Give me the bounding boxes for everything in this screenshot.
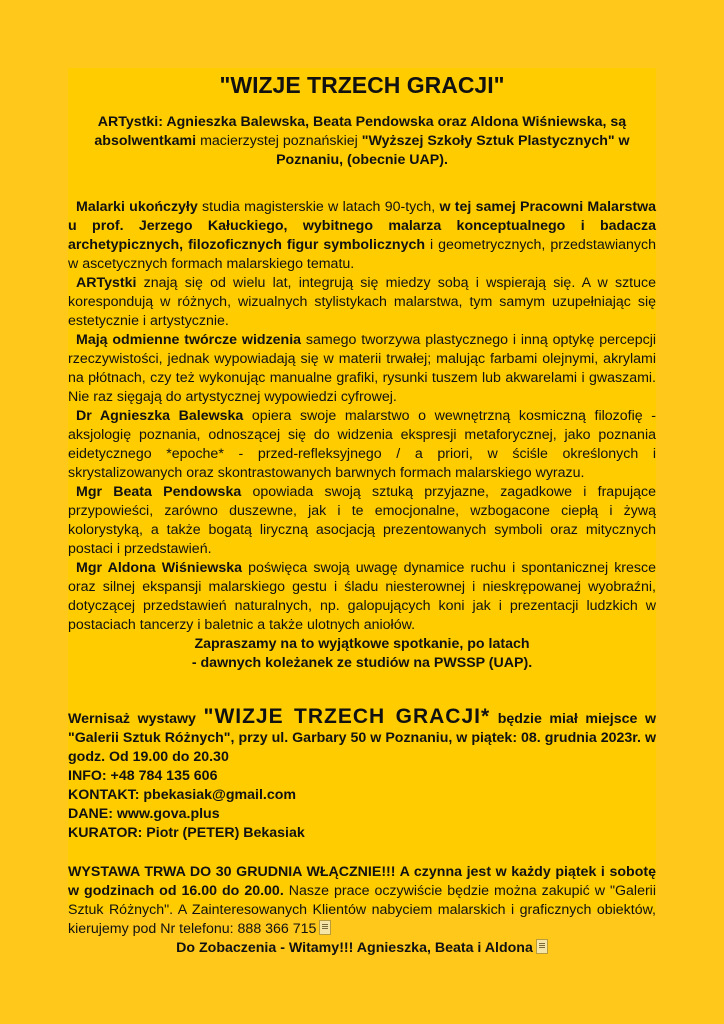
paragraph-text: poświęca swoją uwagę dynamice ruchu i spontanicznej kresce oraz silnej ekspansji malarskiego gestu i śladu niesterownej i nieskrępowanej wyobraźni, dotyczącej przedstawień naturalnych, np. galopujących koni jak i prezentacji ludzkich w postaciach tancerzy i baletnic a także ulotnych aniołów. [68,560,656,633]
paragraph-bold: w tej samej Pracowni Malarstwa u prof. Jerzego Kałuckiego, wybitnego malarza konceptualnego i badacza archetypicznych, filozoficznych figur symbolicznych [68,199,657,253]
paragraph-lead: Malarki ukończyły [76,199,198,215]
paragraph-education [68,198,656,274]
exhibition-dates: WYSTAWA TRWA DO 30 GRUDNIA WŁĄCZNIE!!! A czynna jest w każdy piątek i sobotę w godzinach od 16.00 do 20.00. [68,864,656,899]
paragraph-lead: Mgr Aldona Wiśniewska [76,560,243,576]
curator: KURATOR: Piotr (PETER) Bekasiak [68,825,305,841]
paragraph-balewska [68,407,656,483]
paragraph-wisniewska [68,559,656,635]
closing-text: Do Zobaczenia - Witamy!!! Agnieszka, Beata i Aldona [176,940,533,956]
poster-title: "WIZJE TRZECH GRACJI" [219,72,505,98]
paragraph-lead: Mgr Beata Pendowska [76,484,242,500]
paragraph-text: samego tworzywa plastycznego i inną optykę percepcji rzeczywistości, jednak wypowiadają się w materii trwałej; malując farbami olejnymi, akrylami na płótnach, czy też wykonując manualne grafiki, rysunki tuszem lub akwarelami i gwaszami. Nie raz sięgają do artystycznej wypowiedzi cyfrowej. [68,332,656,405]
paragraph-text: opiera swoje malarstwo o wewnętrzną kosmiczną filozofię - aksjologię poznania, odnoszącej się do widzenia ekspresji metaforycznej, jako poznania eidetycznego *epoche* - przed-refleksyjnego / a priori, w ściśle określonych i skrystalizowanych oraz skontrastowanych barwnych formach malarskiego wyrazu. [68,408,656,481]
intro-text: macierzystej poznańskiej [196,133,362,149]
paragraph-text: i geometrycznych, przedstawianych w ascetycznych formach malarskiego tematu. [68,237,656,272]
paragraph-lead: ARTystki [76,275,137,291]
intro-paragraph [68,113,656,170]
contact-email[interactable]: KONTAKT: pbekasiak@gmail.com [68,787,297,803]
website-link[interactable]: DANE: www.gova.plus [68,806,220,822]
exhibition-info [68,863,656,939]
intro-bold-1: ARTystki: Agnieszka Balewska, Beata Pendowska oraz Aldona Wiśniewska, są absolwentkami [94,114,627,149]
note-icon [319,920,331,935]
invite-line-1: Zapraszamy na to wyjątkowe spotkanie, po latach [194,636,530,652]
intro-bold-2: "Wyższej Szkoły Sztuk Plastycznych" w Poznaniu, (obecnie UAP). [276,133,630,168]
vernissage-lead: Wernisaż wystawy [68,711,204,727]
poster-content [68,68,656,958]
paragraph-lead: Dr Agnieszka Balewska [76,408,244,424]
vernissage-info [68,707,656,767]
paragraph-text: studia magisterskie w latach 90-tych, [197,199,440,215]
info-phone: INFO: +48 784 135 606 [68,768,218,784]
vernissage-details: będzie miał miejsce w "Galerii Sztuk Różnych", przy ul. Garbary 50 w Poznaniu, w piątek: 08. grudnia 2023r. w godz. Od 19.00 do 20.30 [68,711,656,765]
paragraph-artists [68,274,656,331]
note-icon [536,939,548,954]
paragraph-pendowska [68,483,656,559]
invite-line-2: - dawnych koleżanek ze studiów na PWSSP (UAP). [191,655,533,671]
paragraph-lead: Mają odmienne twórcze widzenia [76,332,302,348]
vernissage-title: "WIZJE TRZECH GRACJI* [203,705,491,728]
paragraph-text: znają się od wielu lat, integrują się miedzy sobą i wspierają się. A w sztuce korespondują w różnych, wizualnych stylistykach malarstwa, tym samym uzupełniając się estetycznie i artystycznie. [68,275,656,329]
closing-line [68,939,656,958]
exhibition-purchase: Nasze prace oczywiście będzie można zakupić w "Galerii Sztuk Różnych". A Zainteresowanych Klientów nabyciem malarskich i graficznych obiektów, kierujemy pod Nr telefonu: 888 366 715 [68,883,656,937]
paragraph-text: opowiada swoją sztuką przyjazne, zagadkowe i frapujące przypowieści, zarówno duszewne, jak i te emocjonalne, wzbogacone ciepłą i żywą kolorystyką, a także bogatą liryczną asocjacją prezentowanych symboli oraz mitycznych postaci i przedstawień. [68,484,657,557]
paragraph-vision [68,331,656,407]
